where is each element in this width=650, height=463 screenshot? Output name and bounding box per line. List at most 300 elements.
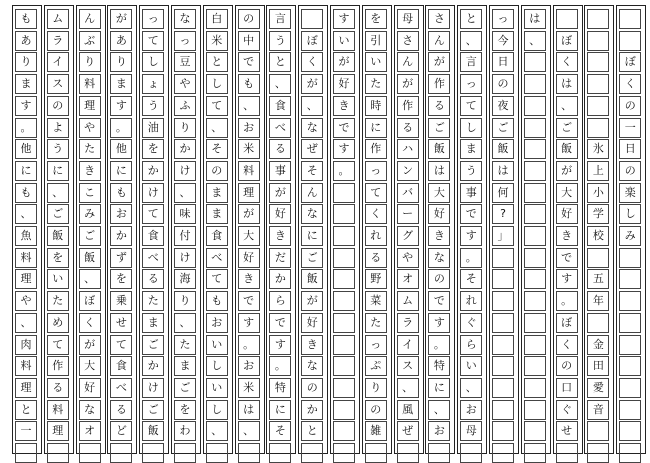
manuscript-cell: お (110, 204, 132, 224)
manuscript-cell: ま (206, 183, 228, 203)
manuscript-cell (524, 443, 546, 463)
manuscript-cell (206, 443, 228, 463)
manuscript-cell (492, 443, 514, 463)
manuscript-cell: 日 (492, 52, 514, 72)
manuscript-cell: 特 (428, 356, 450, 376)
manuscript-cell: う (142, 96, 164, 116)
manuscript-cell: か (142, 356, 164, 376)
manuscript-cell (524, 400, 546, 420)
manuscript-cell (492, 291, 514, 311)
manuscript-cell (587, 31, 609, 51)
manuscript-cell: か (301, 400, 323, 420)
manuscript-cell: 時 (365, 96, 387, 116)
manuscript-cell (524, 226, 546, 246)
manuscript-cell: ご (301, 248, 323, 268)
manuscript-cell (619, 356, 641, 376)
manuscript-cell: す (460, 226, 482, 246)
manuscript-cell (333, 400, 355, 420)
manuscript-cell: わ (174, 421, 196, 441)
manuscript-cell (397, 443, 419, 463)
manuscript-cell: 海 (174, 269, 196, 289)
manuscript-cell (333, 248, 355, 268)
manuscript-cell: た (142, 291, 164, 311)
manuscript-cell (492, 335, 514, 355)
manuscript-cell: に (15, 161, 37, 181)
manuscript-cell: る (110, 400, 132, 420)
manuscript-cell: っ (142, 9, 164, 29)
manuscript-cell (15, 443, 37, 463)
manuscript-cell: に (301, 226, 323, 246)
manuscript-cell (619, 248, 641, 268)
manuscript-cell: き (269, 226, 291, 246)
manuscript-cell: き (79, 161, 101, 181)
manuscript-cell (492, 313, 514, 333)
manuscript-cell: で (269, 313, 291, 333)
manuscript-cell: す (15, 96, 37, 116)
manuscript-cell: 年 (587, 291, 609, 311)
manuscript-cell: 好 (238, 248, 260, 268)
manuscript-cell: 学 (587, 204, 609, 224)
manuscript-cell: て (206, 96, 228, 116)
manuscript-cell: 、 (428, 400, 450, 420)
manuscript-cell: た (365, 74, 387, 94)
manuscript-cell: て (142, 204, 164, 224)
manuscript-cell: ご (142, 335, 164, 355)
manuscript-cell: な (174, 9, 196, 29)
manuscript-cell: 好 (79, 378, 101, 398)
manuscript-cell: 作 (428, 74, 450, 94)
manuscript-cell: か (142, 161, 164, 181)
manuscript-cell (524, 356, 546, 376)
manuscript-cell (619, 9, 641, 29)
manuscript-cell: べ (110, 378, 132, 398)
manuscript-cell: 何 (492, 183, 514, 203)
manuscript-cell: ぐ (460, 313, 482, 333)
manuscript-cell: て (47, 335, 69, 355)
manuscript-cell: 、 (460, 31, 482, 51)
manuscript-cell: ど (110, 421, 132, 441)
manuscript-cell: く (365, 204, 387, 224)
manuscript-cell: て (460, 96, 482, 116)
manuscript-cell: ん (397, 52, 419, 72)
manuscript-cell: に (365, 118, 387, 138)
manuscript-cell: 上 (587, 161, 609, 181)
manuscript-cell: ぼ (556, 313, 578, 333)
manuscript-cell (524, 139, 546, 159)
manuscript-cell: 付 (174, 226, 196, 246)
manuscript-cell: り (174, 118, 196, 138)
manuscript-cell: 夜 (492, 96, 514, 116)
manuscript-cell (619, 291, 641, 311)
manuscript-cell: が (397, 74, 419, 94)
manuscript-cell (524, 161, 546, 181)
manuscript-cell: 日 (619, 139, 641, 159)
manuscript-cell: か (174, 139, 196, 159)
manuscript-cell: そ (301, 161, 323, 181)
manuscript-cell: る (142, 269, 164, 289)
manuscript-cell: 、 (174, 313, 196, 333)
manuscript-cell: を (110, 269, 132, 289)
manuscript-cell: い (333, 31, 355, 51)
manuscript-cell: で (428, 291, 450, 311)
manuscript-cell: に (47, 161, 69, 181)
manuscript-cell: そ (460, 269, 482, 289)
manuscript-cell: が (556, 161, 578, 181)
manuscript-cell (333, 183, 355, 203)
manuscript-cell: 。 (110, 118, 132, 138)
manuscript-cell (269, 443, 291, 463)
manuscript-column (139, 5, 169, 454)
manuscript-cell: 菜 (365, 291, 387, 311)
manuscript-cell: ー (397, 204, 419, 224)
manuscript-cell (587, 248, 609, 268)
manuscript-cell: 米 (238, 378, 260, 398)
manuscript-cell: 大 (556, 183, 578, 203)
manuscript-cell (587, 118, 609, 138)
manuscript-cell (333, 269, 355, 289)
manuscript-cell (365, 443, 387, 463)
manuscript-cell: 事 (269, 161, 291, 181)
manuscript-cell: き (301, 335, 323, 355)
manuscript-cell: た (174, 335, 196, 355)
manuscript-cell: オ (79, 421, 101, 441)
manuscript-cell: オ (397, 269, 419, 289)
manuscript-cell: の (47, 96, 69, 116)
manuscript-cell: 米 (206, 31, 228, 51)
manuscript-cell (619, 31, 641, 51)
manuscript-cell: ご (174, 378, 196, 398)
manuscript-cell: る (269, 139, 291, 159)
manuscript-cell: ぼ (619, 52, 641, 72)
manuscript-cell (524, 183, 546, 203)
manuscript-column (266, 5, 296, 454)
manuscript-cell: り (365, 378, 387, 398)
manuscript-cell: が (301, 291, 323, 311)
manuscript-cell: 肉 (15, 335, 37, 355)
manuscript-column (362, 5, 392, 454)
manuscript-cell (524, 313, 546, 333)
manuscript-cell: く (556, 52, 578, 72)
manuscript-cell: 大 (79, 356, 101, 376)
manuscript-cell: 。 (428, 335, 450, 355)
manuscript-cell: ぼ (301, 31, 323, 51)
manuscript-cell: 味 (174, 204, 196, 224)
manuscript-cell: お (238, 356, 260, 376)
manuscript-cell: っ (174, 31, 196, 51)
manuscript-cell: 。 (333, 161, 355, 181)
manuscript-cell: し (619, 204, 641, 224)
manuscript-cell: し (206, 356, 228, 376)
manuscript-cell: か (269, 269, 291, 289)
manuscript-cell: ぶ (79, 31, 101, 51)
manuscript-cell: け (174, 161, 196, 181)
manuscript-cell: 料 (79, 74, 101, 94)
manuscript-cell: 豆 (174, 52, 196, 72)
manuscript-cell (619, 378, 641, 398)
manuscript-cell: 油 (142, 118, 164, 138)
manuscript-cell: ご (492, 118, 514, 138)
manuscript-cell: 料 (15, 356, 37, 376)
manuscript-column (44, 5, 74, 454)
manuscript-cell: 作 (397, 96, 419, 116)
manuscript-cell: 五 (587, 269, 609, 289)
manuscript-cell: を (174, 400, 196, 420)
manuscript-cell: れ (365, 226, 387, 246)
manuscript-cell: や (174, 74, 196, 94)
manuscript-cell: ま (174, 356, 196, 376)
manuscript-cell: 理 (238, 183, 260, 203)
manuscript-cell: し (206, 74, 228, 94)
manuscript-cell: さ (397, 31, 419, 51)
manuscript-cell: は (556, 74, 578, 94)
manuscript-cell: 、 (238, 96, 260, 116)
manuscript-column (553, 5, 583, 454)
manuscript-cell: バ (397, 183, 419, 203)
manuscript-cell (587, 421, 609, 441)
manuscript-cell (238, 443, 260, 463)
manuscript-cell: の (556, 356, 578, 376)
manuscript-cell: ん (79, 9, 101, 29)
manuscript-cell (174, 443, 196, 463)
manuscript-cell: ふ (174, 96, 196, 116)
manuscript-cell: や (79, 118, 101, 138)
manuscript-cell (619, 269, 641, 289)
manuscript-cell: 飯 (142, 421, 164, 441)
manuscript-cell: と (206, 52, 228, 72)
manuscript-cell: で (460, 204, 482, 224)
manuscript-cell (301, 443, 323, 463)
manuscript-cell: ? (492, 204, 514, 224)
manuscript-cell: る (47, 378, 69, 398)
manuscript-cell: さ (428, 9, 450, 29)
manuscript-column (235, 5, 265, 454)
manuscript-cell: く (301, 52, 323, 72)
manuscript-cell: お (428, 421, 450, 441)
manuscript-cell (333, 421, 355, 441)
manuscript-cell: べ (269, 118, 291, 138)
manuscript-cell: ぜ (397, 421, 419, 441)
manuscript-cell (492, 400, 514, 420)
manuscript-cell: ず (110, 248, 132, 268)
manuscript-cell: て (206, 269, 228, 289)
manuscript-cell: お (206, 313, 228, 333)
manuscript-cell: 料 (238, 161, 260, 181)
manuscript-cell: 、 (397, 378, 419, 398)
manuscript-cell: の (206, 161, 228, 181)
manuscript-cell: し (460, 118, 482, 138)
manuscript-cell: を (47, 248, 69, 268)
manuscript-cell: 今 (492, 31, 514, 51)
manuscript-cell (47, 443, 69, 463)
manuscript-cell: や (397, 248, 419, 268)
manuscript-cell: ま (15, 74, 37, 94)
manuscript-cell: て (110, 335, 132, 355)
manuscript-cell: は (428, 161, 450, 181)
manuscript-cell: ぷ (365, 356, 387, 376)
manuscript-cell: 食 (110, 356, 132, 376)
manuscript-cell: い (206, 335, 228, 355)
manuscript-cell: 飯 (47, 226, 69, 246)
manuscript-cell: 、 (15, 204, 37, 224)
manuscript-cell: き (556, 226, 578, 246)
manuscript-cell: め (47, 313, 69, 333)
manuscript-cell: け (142, 183, 164, 203)
manuscript-cell: 小 (587, 183, 609, 203)
manuscript-cell: そ (269, 421, 291, 441)
manuscript-cell: 言 (269, 9, 291, 29)
manuscript-cell (333, 443, 355, 463)
manuscript-cell: ご (47, 204, 69, 224)
manuscript-cell: す (238, 313, 260, 333)
manuscript-cell: 校 (587, 226, 609, 246)
manuscript-cell: 。 (269, 356, 291, 376)
manuscript-cell: ラ (47, 31, 69, 51)
manuscript-cell: ま (110, 74, 132, 94)
manuscript-cell: せ (110, 313, 132, 333)
manuscript-cell: で (238, 291, 260, 311)
manuscript-cell: の (619, 161, 641, 181)
manuscript-cell (587, 52, 609, 72)
manuscript-cell: し (142, 52, 164, 72)
manuscript-cell: ム (47, 9, 69, 29)
manuscript-cell: べ (206, 248, 228, 268)
manuscript-cell (587, 96, 609, 116)
manuscript-cell: う (47, 139, 69, 159)
manuscript-cell: け (174, 248, 196, 268)
manuscript-cell: っ (492, 9, 514, 29)
manuscript-cell (619, 335, 641, 355)
manuscript-cell: 、 (15, 313, 37, 333)
manuscript-cell: っ (460, 74, 482, 94)
manuscript-cell (524, 269, 546, 289)
manuscript-cell: 一 (15, 421, 37, 441)
manuscript-cell: な (428, 248, 450, 268)
manuscript-cell: 、 (556, 96, 578, 116)
manuscript-cell: 米 (238, 139, 260, 159)
manuscript-cell: う (269, 31, 291, 51)
manuscript-cell: 飯 (556, 139, 578, 159)
manuscript-cell (556, 443, 578, 463)
manuscript-cell: も (15, 9, 37, 29)
manuscript-cell (524, 421, 546, 441)
manuscript-cell: 口 (556, 378, 578, 398)
manuscript-column (107, 5, 137, 454)
manuscript-cell: 。 (556, 291, 578, 311)
manuscript-cell (333, 378, 355, 398)
manuscript-cell: の (428, 269, 450, 289)
manuscript-cell: 金 (587, 335, 609, 355)
manuscript-cell (110, 443, 132, 463)
manuscript-cell: ぼ (556, 31, 578, 51)
manuscript-cell: る (397, 118, 419, 138)
manuscript-cell: が (238, 204, 260, 224)
manuscript-cell: の (619, 96, 641, 116)
manuscript-cell: が (301, 74, 323, 94)
manuscript-cell: て (365, 183, 387, 203)
manuscript-cell: ん (428, 31, 450, 51)
manuscript-cell (492, 421, 514, 441)
manuscript-cell: 一 (619, 118, 641, 138)
manuscript-cell: れ (460, 291, 482, 311)
manuscript-cell: や (15, 291, 37, 311)
manuscript-cell: 好 (269, 204, 291, 224)
manuscript-cell: な (301, 118, 323, 138)
manuscript-cell: と (15, 400, 37, 420)
manuscript-cell: 引 (365, 31, 387, 51)
manuscript-cell: 好 (428, 204, 450, 224)
manuscript-cell (492, 269, 514, 289)
manuscript-cell: っ (365, 161, 387, 181)
manuscript-cell: と (460, 9, 482, 29)
manuscript-cell: き (333, 96, 355, 116)
manuscript-cell: 中 (238, 31, 260, 51)
manuscript-cell: も (206, 291, 228, 311)
manuscript-cell (556, 9, 578, 29)
manuscript-cell: は (492, 161, 514, 181)
manuscript-cell: だ (269, 248, 291, 268)
manuscript-cell: 飯 (301, 269, 323, 289)
manuscript-cell: を (142, 139, 164, 159)
manuscript-column (76, 5, 106, 454)
manuscript-cell: が (110, 9, 132, 29)
manuscript-cell: く (556, 335, 578, 355)
manuscript-cell: 。 (15, 118, 37, 138)
manuscript-cell: を (365, 9, 387, 29)
manuscript-cell: あ (110, 31, 132, 51)
manuscript-cell: る (365, 248, 387, 268)
manuscript-cell: 、 (269, 74, 291, 94)
manuscript-cell: ま (460, 139, 482, 159)
manuscript-cell: 楽 (619, 183, 641, 203)
manuscript-cell: ぜ (301, 139, 323, 159)
manuscript-cell: ら (269, 291, 291, 311)
manuscript-cell: く (79, 313, 101, 333)
manuscript-column (489, 5, 519, 454)
manuscript-cell: が (333, 52, 355, 72)
manuscript-cell: 理 (15, 378, 37, 398)
manuscript-cell: 、 (238, 421, 260, 441)
manuscript-cell (524, 96, 546, 116)
manuscript-cell: 雑 (365, 421, 387, 441)
manuscript-cell: 、 (524, 31, 546, 51)
manuscript-cell: い (460, 356, 482, 376)
manuscript-cell: の (492, 74, 514, 94)
manuscript-cell: 理 (79, 96, 101, 116)
manuscript-cell: す (333, 139, 355, 159)
manuscript-cell (492, 248, 514, 268)
manuscript-cell: は (524, 9, 546, 29)
manuscript-cell: 好 (301, 313, 323, 333)
manuscript-column (330, 5, 360, 454)
manuscript-cell: が (428, 52, 450, 72)
manuscript-cell: う (460, 161, 482, 181)
manuscript-cell: き (238, 269, 260, 289)
manuscript-cell (587, 74, 609, 94)
manuscript-cell: 食 (269, 96, 291, 116)
manuscript-cell: ン (397, 161, 419, 181)
manuscript-cell: 好 (556, 204, 578, 224)
manuscript-cell: 作 (365, 139, 387, 159)
manuscript-cell: 氷 (587, 139, 609, 159)
manuscript-cell: き (428, 226, 450, 246)
manuscript-cell: ス (47, 74, 69, 94)
manuscript-cell: 大 (238, 226, 260, 246)
manuscript-cell: す (556, 269, 578, 289)
manuscript-cell: 料 (15, 248, 37, 268)
manuscript-cell: し (206, 400, 228, 420)
manuscript-cell: グ (397, 226, 419, 246)
manuscript-cell (79, 443, 101, 463)
